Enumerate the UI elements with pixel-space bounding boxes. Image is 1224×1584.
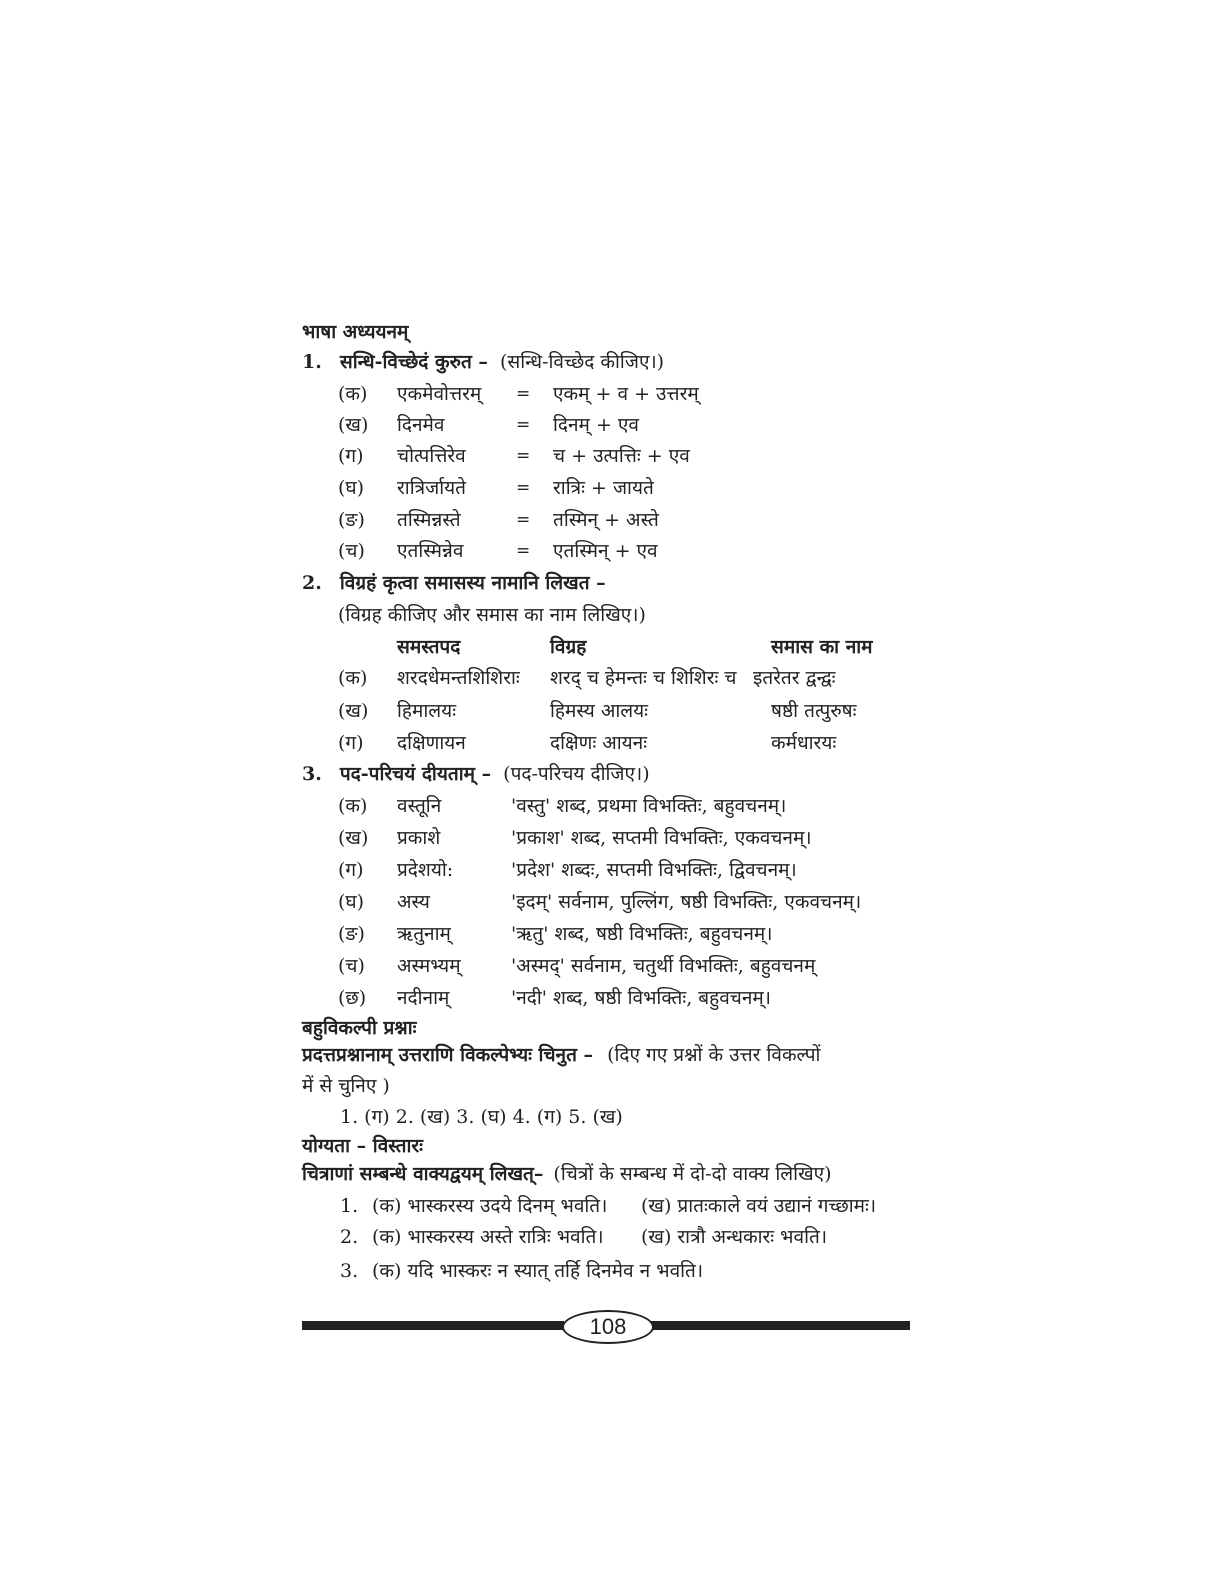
- q3-row-label: (ख): [338, 827, 369, 849]
- q3-row-desc: 'नदी' शब्द, षष्ठी विभक्तिः, बहुवचनम्।: [511, 987, 771, 1009]
- q3-subtitle: (पद-परिचय दीजिए।): [503, 763, 650, 785]
- q1-subtitle: (सन्धि-विच्छेद कीजिए।): [499, 351, 665, 373]
- yogyata-instruction: [302, 1160, 832, 1188]
- q1-row-eq: =: [516, 446, 531, 466]
- q2-header-samasa: समास का नाम: [771, 636, 873, 658]
- q2-row-label: (ग): [338, 732, 364, 754]
- q1-heading: [302, 348, 664, 376]
- q3-row-label: (छ): [338, 987, 367, 1009]
- q3-row-desc: 'वस्तु' शब्द, प्रथमा विभक्तिः, बहुवचनम्।: [511, 795, 787, 817]
- mcq-instruction: [302, 1041, 820, 1069]
- q1-row-eq: =: [516, 541, 531, 561]
- q3-row-desc: 'प्रकाश' शब्द, सप्तमी विभक्तिः, एकवचनम्।: [511, 827, 812, 849]
- q3-number: 3.: [302, 763, 322, 785]
- q2-row-samasa: इतरेतर द्वन्द्वः: [753, 667, 836, 689]
- q3-row-word: प्रकाशे: [397, 827, 441, 849]
- q2-row-word: दक्षिणायन: [397, 732, 466, 754]
- q3-row-label: (क): [338, 795, 368, 817]
- yogyata-row-number: 3.: [340, 1260, 359, 1282]
- yogyata-instruction-text: (चित्रों के सम्बन्ध में दो-दो वाक्य लिखिए): [553, 1163, 832, 1185]
- mcq-instruction-bold: प्रदत्तप्रश्नानाम् उत्तराणि विकल्पेभ्यः चिनुत –: [302, 1044, 594, 1066]
- q3-row-label: (ङ): [338, 923, 365, 945]
- q3-row-label: (घ): [338, 891, 365, 913]
- q2-row-word: शरदधेमन्तशिशिराः: [397, 667, 520, 689]
- yogyata-row-number: 1.: [340, 1195, 359, 1217]
- q2-header-vigraha: विग्रह: [550, 636, 587, 658]
- q1-row-word: दिनमेव: [397, 414, 445, 436]
- q2-row-label: (क): [338, 667, 368, 689]
- q1-row-split: दिनम् + एव: [553, 414, 639, 436]
- q2-row-samasa: षष्ठी तत्पुरुषः: [771, 700, 857, 722]
- yogyata-row-a: (क) यदि भास्करः न स्यात् तर्हि दिनमेव न भवति।: [372, 1260, 704, 1282]
- q1-row-word: एकमेवोत्तरम्: [397, 383, 482, 405]
- q1-row-split: च + उत्पत्तिः + एव: [553, 445, 690, 467]
- q2-row-vigraha: दक्षिणः आयनः: [550, 732, 648, 754]
- q1-row-eq: =: [516, 478, 531, 498]
- mcq-heading: बहुविकल्पी प्रश्नाः: [302, 1017, 417, 1039]
- q1-row-word: रात्रिर्जायते: [397, 477, 466, 499]
- q1-row-eq: =: [516, 384, 531, 404]
- mcq-answers: 1. (ग) 2. (ख) 3. (घ) 4. (ग) 5. (ख): [340, 1106, 623, 1128]
- q2-header-samastapada: समस्तपद: [397, 636, 461, 658]
- yogyata-row-b: (ख) प्रातःकाले वयं उद्यानं गच्छामः।: [641, 1195, 877, 1217]
- yogyata-row-a: (क) भास्करस्य अस्ते रात्रिः भवति।: [372, 1226, 604, 1248]
- q2-subtitle: (विग्रह कीजिए और समास का नाम लिखिए।): [338, 604, 646, 626]
- q2-row-word: हिमालयः: [397, 700, 457, 722]
- yogyata-row-a: (क) भास्करस्य उदये दिनम् भवति।: [372, 1195, 608, 1217]
- page-number: 108: [562, 1310, 654, 1344]
- q2-row-vigraha: हिमस्य आलयः: [550, 700, 648, 722]
- mcq-instruction-line1: (दिए गए प्रश्नों के उत्तर विकल्पों: [607, 1044, 821, 1066]
- q1-row-label: (ख): [338, 414, 369, 436]
- footer-rule-right: [648, 1321, 910, 1330]
- q1-row-eq: =: [516, 415, 531, 435]
- q1-row-split: रात्रिः + जायते: [553, 477, 654, 499]
- q3-row-word: अस्मभ्यम्: [397, 955, 461, 977]
- q3-row-label: (ग): [338, 859, 364, 881]
- q2-heading: [302, 569, 606, 597]
- q1-row-word: चोत्पत्तिरेव: [397, 445, 466, 467]
- q1-row-label: (क): [338, 383, 368, 405]
- q2-row-label: (ख): [338, 700, 369, 722]
- q1-row-word: तस्मिन्नस्ते: [397, 509, 461, 531]
- q1-title: सन्धि-विच्छेदं कुरुत –: [339, 351, 488, 373]
- q2-number: 2.: [302, 572, 322, 594]
- q1-row-label: (च): [338, 540, 365, 562]
- q1-number: 1.: [302, 351, 322, 373]
- q1-row-label: (घ): [338, 477, 365, 499]
- q3-heading: [302, 760, 650, 788]
- q2-title: विग्रहं कृत्वा समासस्य नामानि लिखत –: [339, 572, 606, 594]
- q3-row-desc: 'ऋतु' शब्द, षष्ठी विभक्तिः, बहुवचनम्।: [511, 923, 773, 945]
- mcq-instruction-line2: में से चुनिए ): [302, 1075, 390, 1097]
- q3-row-desc: 'प्रदेश' शब्दः, सप्तमी विभक्तिः, द्विवचनम्।: [511, 859, 797, 881]
- q3-row-word: वस्तूनि: [397, 795, 442, 817]
- q1-row-split: एतस्मिन् + एव: [553, 540, 658, 562]
- q1-row-split: एकम् + व + उत्तरम्: [553, 383, 699, 405]
- q2-row-samasa: कर्मधारयः: [771, 732, 837, 754]
- q1-row-label: (ग): [338, 445, 364, 467]
- q3-title: पद-परिचयं दीयताम् –: [339, 763, 492, 785]
- yogyata-row-b: (ख) रात्रौ अन्धकारः भवति।: [641, 1226, 828, 1248]
- q3-row-desc: 'इदम्' सर्वनाम, पुल्लिंग, षष्ठी विभक्तिः, एकवचनम्।: [511, 891, 862, 913]
- q1-row-label: (ङ): [338, 509, 365, 531]
- q3-row-word: नदीनाम्: [397, 987, 450, 1009]
- section-heading: भाषा अध्ययनम्: [302, 321, 409, 343]
- yogyata-row-number: 2.: [340, 1226, 359, 1248]
- q3-row-word: प्रदेशयो:: [397, 859, 454, 881]
- q3-row-word: अस्य: [397, 891, 430, 913]
- q1-row-word: एतस्मिन्नेव: [397, 540, 464, 562]
- q3-row-label: (च): [338, 955, 365, 977]
- q1-row-split: तस्मिन् + अस्ते: [553, 509, 659, 531]
- yogyata-heading: योग्यता – विस्तारः: [302, 1135, 424, 1157]
- q1-row-eq: =: [516, 510, 531, 530]
- q3-row-desc: 'अस्मद्' सर्वनाम, चतुर्थी विभक्तिः, बहुवचनम्: [511, 955, 816, 977]
- q3-row-word: ऋतुनाम्: [397, 923, 451, 945]
- footer-rule-left: [302, 1321, 564, 1330]
- yogyata-instruction-bold: चित्राणां सम्बन्धे वाक्यद्वयम् लिखत्–: [302, 1163, 544, 1185]
- q2-row-vigraha: शरद् च हेमन्तः च शिशिरः च: [550, 667, 737, 689]
